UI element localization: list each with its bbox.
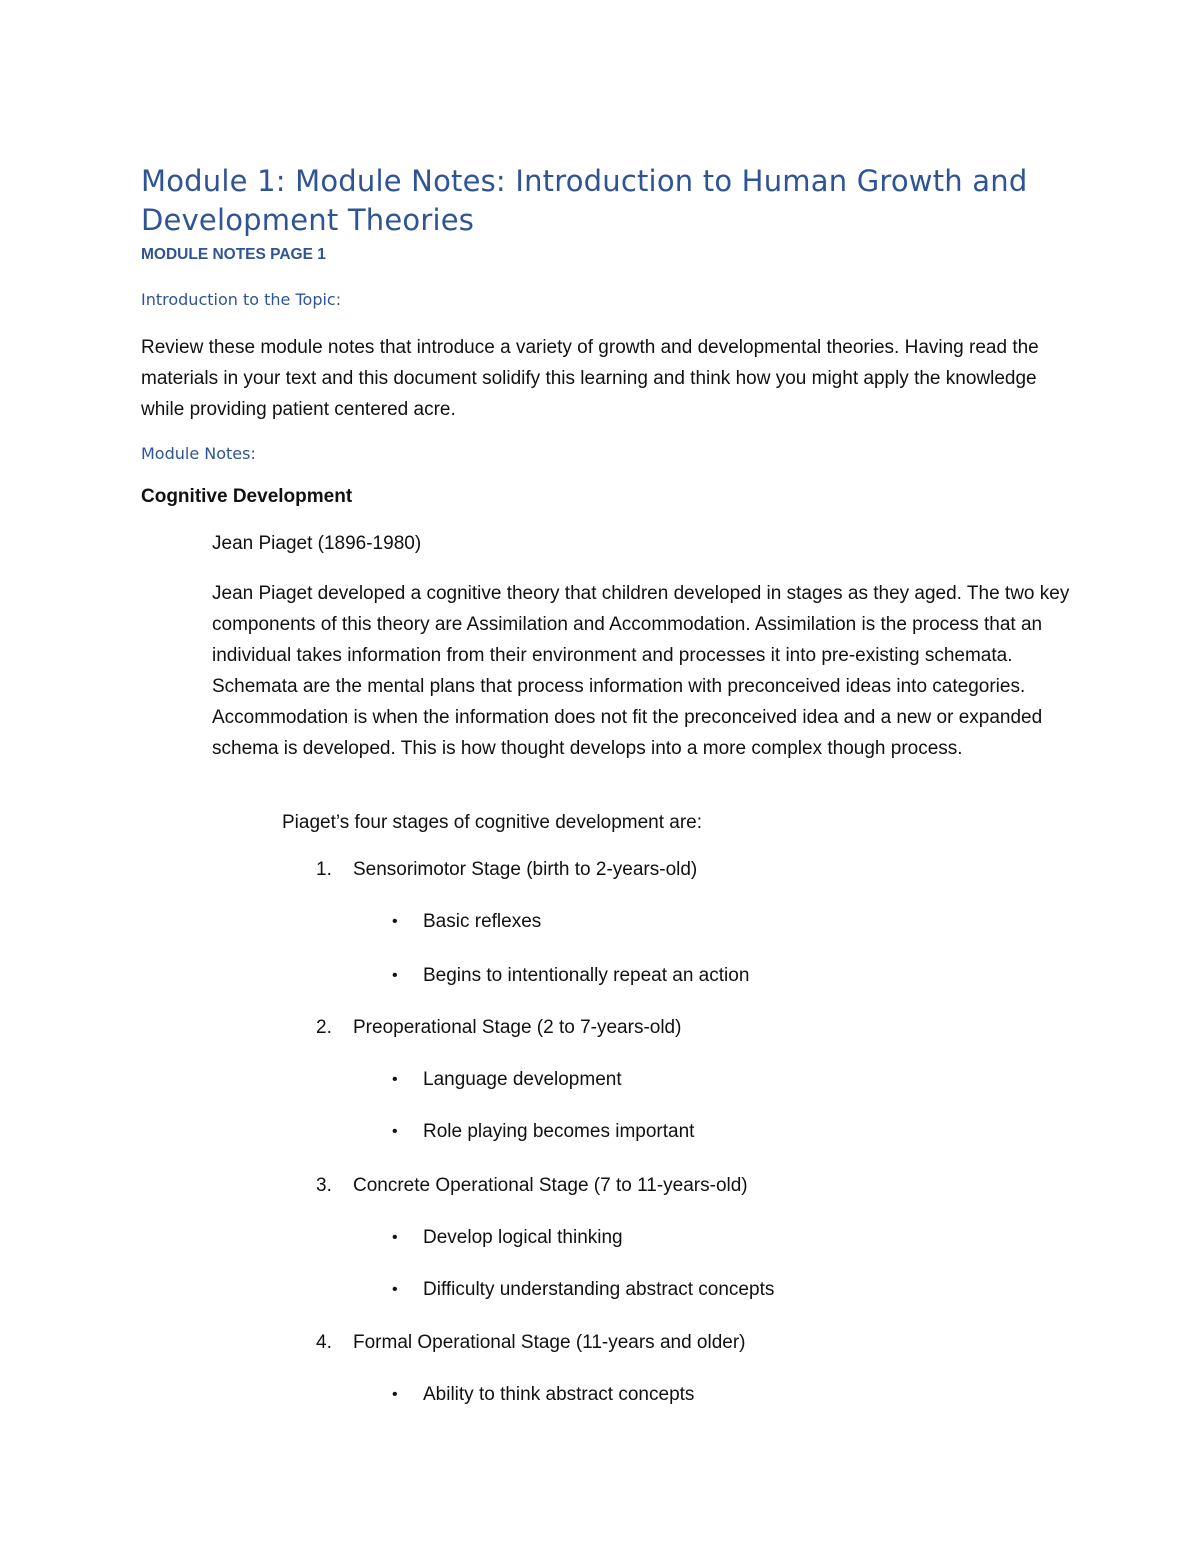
- list-item: Develop logical thinking: [423, 1227, 623, 1248]
- list-item: Role playing becomes important: [423, 1121, 695, 1142]
- stages-intro: Piaget’s four stages of cognitive development are:: [282, 812, 703, 833]
- stage-label: Concrete Operational Stage (7 to 11-years-old): [353, 1175, 748, 1196]
- module-notes-subheading: MODULE NOTES PAGE 1: [141, 246, 326, 263]
- stage-label: Preoperational Stage (2 to 7-years-old): [353, 1017, 682, 1038]
- stage-number: 3.: [316, 1175, 332, 1196]
- bullet-icon: •: [392, 967, 398, 984]
- intro-heading: Introduction to the Topic:: [141, 290, 342, 309]
- list-item: Language development: [423, 1069, 622, 1090]
- stage-number: 1.: [316, 859, 332, 880]
- stage-label: Sensorimotor Stage (birth to 2-years-old): [353, 859, 698, 880]
- list-item: Basic reflexes: [423, 911, 542, 932]
- list-item: Begins to intentionally repeat an action: [423, 965, 750, 986]
- stage-number: 4.: [316, 1332, 332, 1353]
- stage-label: Formal Operational Stage (11-years and older): [353, 1332, 746, 1353]
- stage-number: 2.: [316, 1017, 332, 1038]
- section-heading: Cognitive Development: [141, 486, 353, 507]
- bullet-icon: •: [392, 1281, 398, 1298]
- bullet-icon: •: [392, 1123, 398, 1140]
- list-item: Difficulty understanding abstract concepts: [423, 1279, 775, 1300]
- list-item: Ability to think abstract concepts: [423, 1384, 695, 1405]
- module-notes-heading: Module Notes:: [141, 444, 256, 463]
- page-title: Module 1: Module Notes: Introduction to Human Growth and Development Theories: [141, 164, 1028, 237]
- bullet-icon: •: [392, 1386, 398, 1403]
- bullet-icon: •: [392, 913, 398, 930]
- intro-paragraph: Review these module notes that introduce a variety of growth and developmental theories. Having read the materials in your text and this document solidify this learning and think how you might apply the knowledge while providing patient centered acre.: [141, 337, 1039, 420]
- piaget-paragraph: Jean Piaget developed a cognitive theory that children developed in stages as they aged. The two key components of this theory are Assimilation and Accommodation. Assimilation is the process that an individual takes information from their environment and processes it into pre-existing schemata. Schemata are the mental plans that process information with preconceived ideas into categories. Accommodation is when the information does not fit the preconceived idea and a new or expanded schema is developed. This is how thought develops into a more complex though process.: [212, 583, 1070, 759]
- bullet-icon: •: [392, 1229, 398, 1246]
- bullet-icon: •: [392, 1071, 398, 1088]
- person-line: Jean Piaget (1896-1980): [212, 533, 422, 554]
